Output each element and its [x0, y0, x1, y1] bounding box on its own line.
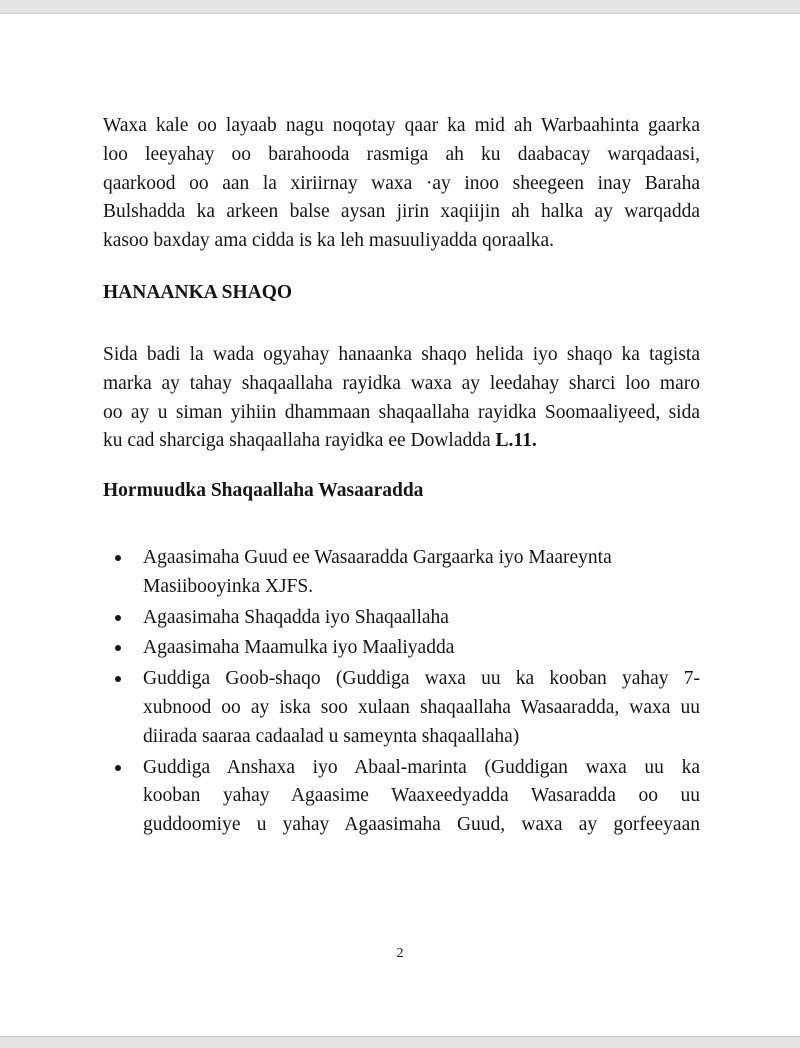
section-heading-hanaanka-shaqo: HANAANKA SHAQO [103, 282, 293, 303]
paragraph-media-reaction [103, 112, 700, 256]
list-item-line: Masiibooyinka XJFS. [143, 575, 314, 597]
paragraph-line: marka ay tahay shaqaallaha rayidka waxa ay leedahay sharci loo maro [103, 372, 700, 394]
list-item-line: kooban yahay Agaasime Waaxeedyadda Wasaradda oo uu [143, 785, 700, 807]
list-item [115, 634, 700, 663]
list-item-line: xubnood oo ay iska soo xulaan shaqaallaha Wasaaradda, waxa uu [143, 696, 700, 718]
list-item-line: guddoomiye u yahay Agaasimaha Guud, waxa ay gorfeeyaan [143, 814, 700, 836]
paragraph-line: oo ay u siman yihiin dhammaan shaqaallaha rayidka Soomaaliyeed, sida [103, 401, 700, 423]
list-item-line: Agaasimaha Shaqadda iyo Shaqaallaha [143, 606, 449, 628]
paragraph-line-with-reference [103, 427, 700, 456]
law-reference: L.11. [495, 430, 537, 452]
paragraph-line: kasoo baxday ama cidda is ka leh masuuliyadda qoraalka. [103, 230, 555, 252]
bullet-icon [115, 676, 121, 682]
leadership-list [115, 544, 700, 842]
bullet-icon [115, 645, 121, 651]
paragraph-line: qaarkood oo aan la xiriirnay waxa ·ay inoo sheegeen inay Baraha [103, 172, 700, 194]
paragraph-work-procedure [103, 341, 700, 456]
list-item-line: Agaasimaha Maamulka iyo Maaliyadda [143, 637, 455, 659]
list-item [115, 544, 700, 602]
document-page [0, 14, 800, 1036]
section-heading-ministry-leadership: Hormuudka Shaqaallaha Wasaaradda [103, 480, 424, 501]
page-number: 2 [396, 946, 404, 961]
list-item [115, 665, 700, 751]
list-item-line: diirada saaraa cadaalad u sameynta shaqaallaha) [143, 725, 520, 747]
list-item [115, 754, 700, 840]
paragraph-line: Bulshadda ka arkeen balse aysan jirin xaqiijin ah halka ay warqadda [103, 201, 700, 223]
paragraph-line: loo leeyahay oo barahooda rasmiga ah ku daabacay warqadaasi, [103, 143, 700, 165]
paragraph-line: ku cad sharciga shaqaallaha rayidka ee Dowladda [103, 430, 491, 452]
bullet-icon [115, 765, 121, 771]
list-item [115, 604, 700, 633]
list-item-line: Guddiga Anshaxa iyo Abaal-marinta (Guddigan waxa uu ka [143, 756, 700, 778]
list-item-line: Agaasimaha Guud ee Wasaaradda Gargaarka iyo Maareynta [143, 547, 612, 568]
paragraph-line: Waxa kale oo layaab nagu noqotay qaar ka mid ah Warbaahinta gaarka [103, 115, 700, 136]
bullet-icon [115, 555, 121, 561]
bullet-icon [115, 615, 121, 621]
paragraph-line: Sida badi la wada ogyahay hanaanka shaqo helida iyo shaqo ka tagista [103, 344, 700, 365]
list-item-line: Guddiga Goob-shaqo (Guddiga waxa uu ka kooban yahay 7- [143, 668, 700, 690]
